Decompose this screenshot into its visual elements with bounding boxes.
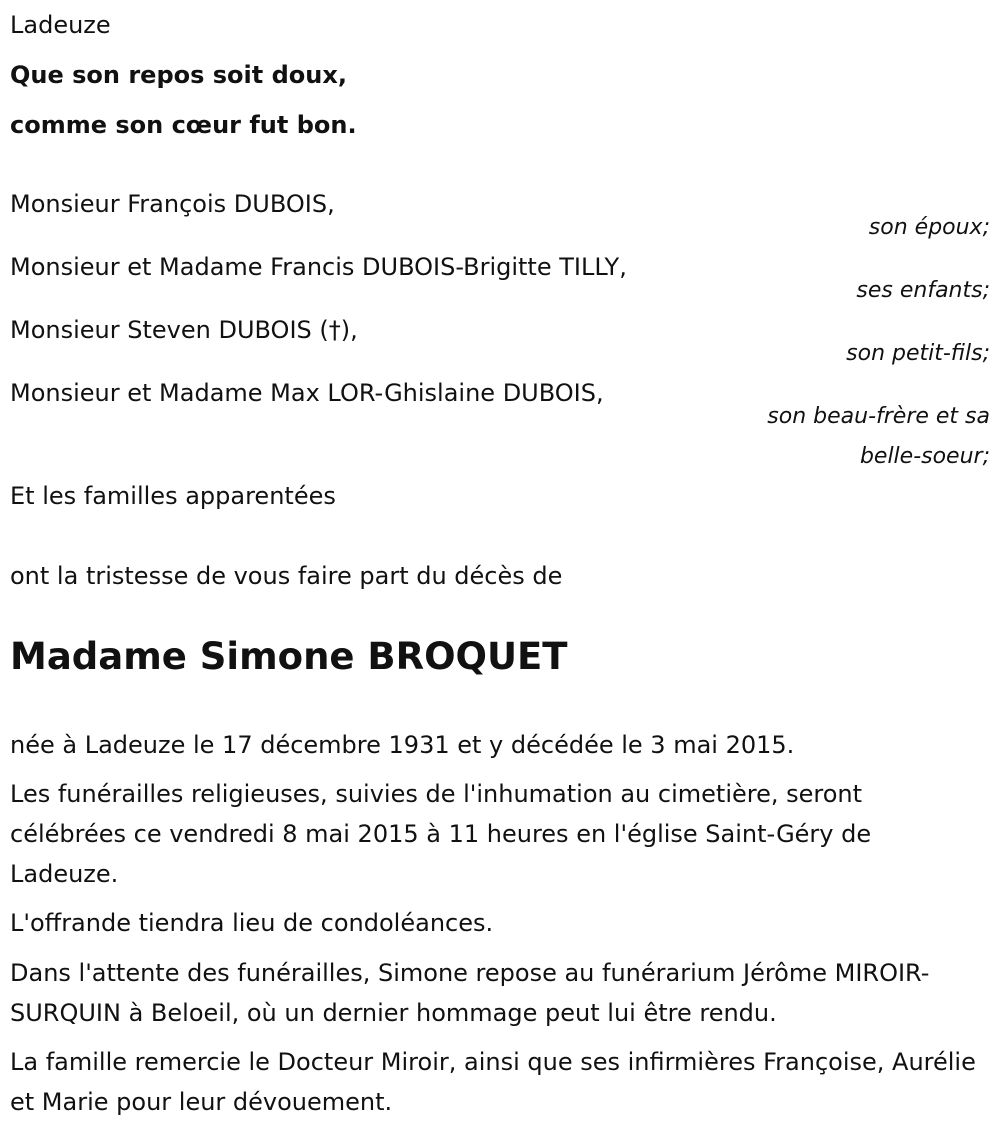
epitaph-line-1: Que son repos soit doux,	[10, 61, 347, 89]
family-member-name: Monsieur et Madame Francis DUBOIS-Brigitte TILLY,	[10, 253, 627, 281]
family-member-name: Monsieur et Madame Max LOR-Ghislaine DUBOIS,	[10, 379, 604, 407]
offering-paragraph: L'offrande tiendra lieu de condoléances.	[10, 909, 494, 937]
funerarium-paragraph: Dans l'attente des funérailles, Simone repose au funérarium Jérôme MIROIR-SURQUIN à Beloeil, où un dernier hommage peut lui être rendu.	[10, 959, 930, 1027]
birth-death-paragraph: née à Ladeuze le 17 décembre 1931 et y décédée le 3 mai 2015.	[10, 731, 795, 759]
family-member-relation: belle-soeur;	[859, 444, 990, 469]
announcement-text: ont la tristesse de vous faire part du décès de	[10, 562, 563, 590]
family-member-relation: ses enfants;	[856, 278, 990, 303]
family-member-relation: son époux;	[868, 215, 990, 240]
thanks-paragraph: La famille remercie le Docteur Miroir, ainsi que ses infirmières Françoise, Aurélie et Marie pour leur dévouement.	[10, 1048, 976, 1116]
related-families-text: Et les familles apparentées	[10, 482, 336, 510]
family-member-relation: son petit-fils;	[846, 341, 990, 366]
deceased-name: Madame Simone BROQUET	[10, 635, 568, 678]
epitaph-line-2: comme son cœur fut bon.	[10, 111, 357, 139]
town-name: Ladeuze	[10, 11, 111, 39]
funeral-paragraph: Les funérailles religieuses, suivies de l'inhumation au cimetière, seront célébrées ce vendredi 8 mai 2015 à 11 heures en l'église Saint-Géry de Ladeuze.	[10, 780, 872, 888]
family-member-relation: son beau-frère et sa	[767, 404, 990, 429]
family-member-name: Monsieur François DUBOIS,	[10, 190, 335, 218]
family-member-name: Monsieur Steven DUBOIS (†),	[10, 316, 358, 344]
